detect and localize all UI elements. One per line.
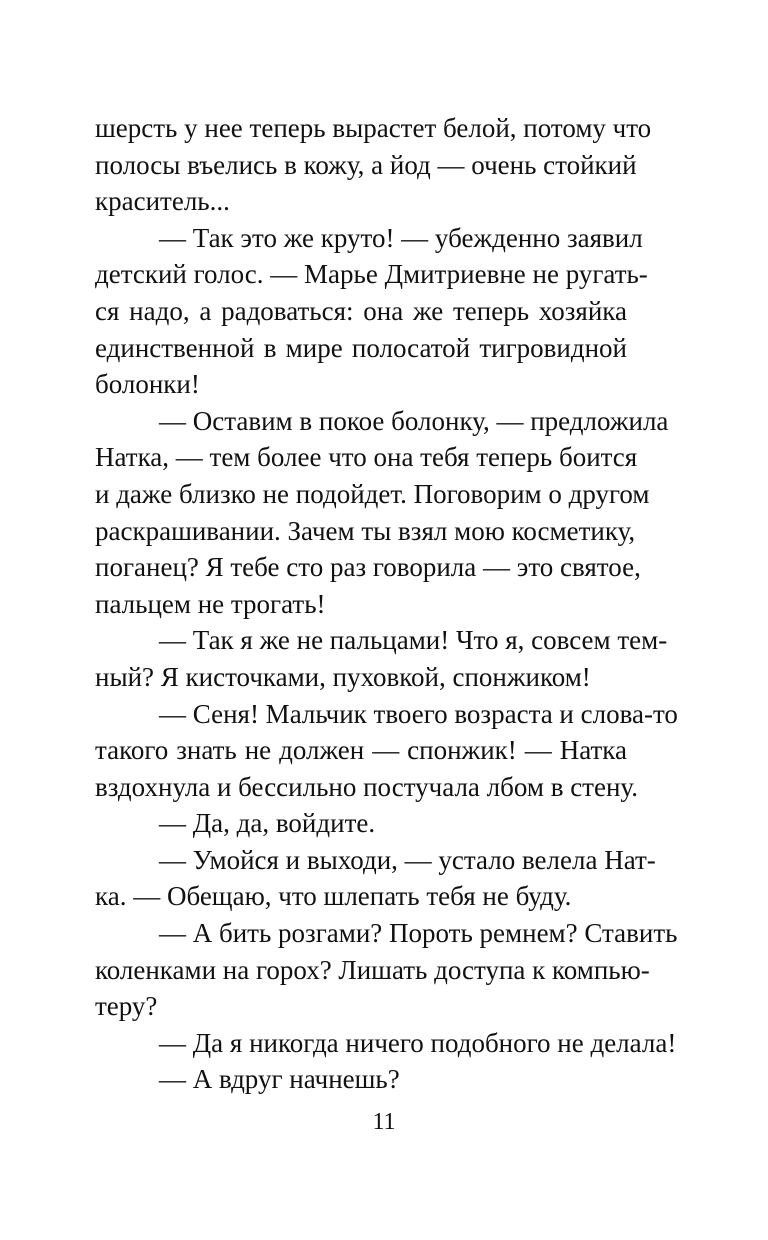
text-line: — Да я никогда ничего подобного не делала! <box>159 1027 677 1058</box>
text-line: — А вдруг начнешь? <box>159 1064 400 1095</box>
text-line: — Оставим в покое болонку, — предложила <box>159 405 669 436</box>
text-line: — Умойся и выходи, — устало велела Нат- <box>159 844 656 875</box>
text-line: — Так я же не пальцами! Что я, совсем тем- <box>159 625 668 656</box>
text-line: единственной в мире полосатой тигровидной <box>95 332 627 363</box>
page-body-text <box>95 110 678 1098</box>
text-line: детский голос. — Марье Дмитриевне не ругать- <box>95 259 648 290</box>
text-line: такого знать не должен — спонжик! — Натка <box>95 735 627 766</box>
text-line: шерсть у нее теперь вырастет белой, потому что <box>95 113 652 143</box>
text-line: — Так это же круто! — убежденно заявил <box>159 222 643 253</box>
text-line: ка. — Обещаю, что шлепать тебя не буду. <box>95 881 572 912</box>
text-line: — Сеня! Мальчик твоего возраста и слова-то <box>159 698 678 729</box>
text-line: коленками на горох? Лишать доступа к компью- <box>95 954 650 985</box>
text-line: Натка, — тем более что она тебя теперь боится <box>95 442 638 473</box>
text-line: поганец? Я тебе сто раз говорила — это святое, <box>95 552 641 583</box>
text-line: вздохнула и бессильно постучала лбом в стену. <box>95 771 638 802</box>
text-line: и даже близко не подойдет. Поговорим о другом <box>95 478 650 509</box>
text-line: раскрашивании. Зачем ты взял мою косметику, <box>95 515 636 546</box>
text-line: — Да, да, войдите. <box>159 808 376 839</box>
text-line: ся надо, а радоваться: она же теперь хозяйка <box>95 295 627 326</box>
text-line: полосы въелись в кожу, а йод — очень стойкий <box>95 149 637 180</box>
text-line: ный? Я кисточками, пуховкой, спонжиком! <box>95 661 591 692</box>
page-number: 11 <box>372 1109 396 1135</box>
text-line: краситель... <box>95 186 230 217</box>
text-line: теру? <box>95 991 158 1022</box>
text-line: болонки! <box>95 369 200 400</box>
text-line: — А бить розгами? Пороть ремнем? Ставить <box>159 918 678 949</box>
text-line: пальцем не трогать! <box>95 588 326 619</box>
